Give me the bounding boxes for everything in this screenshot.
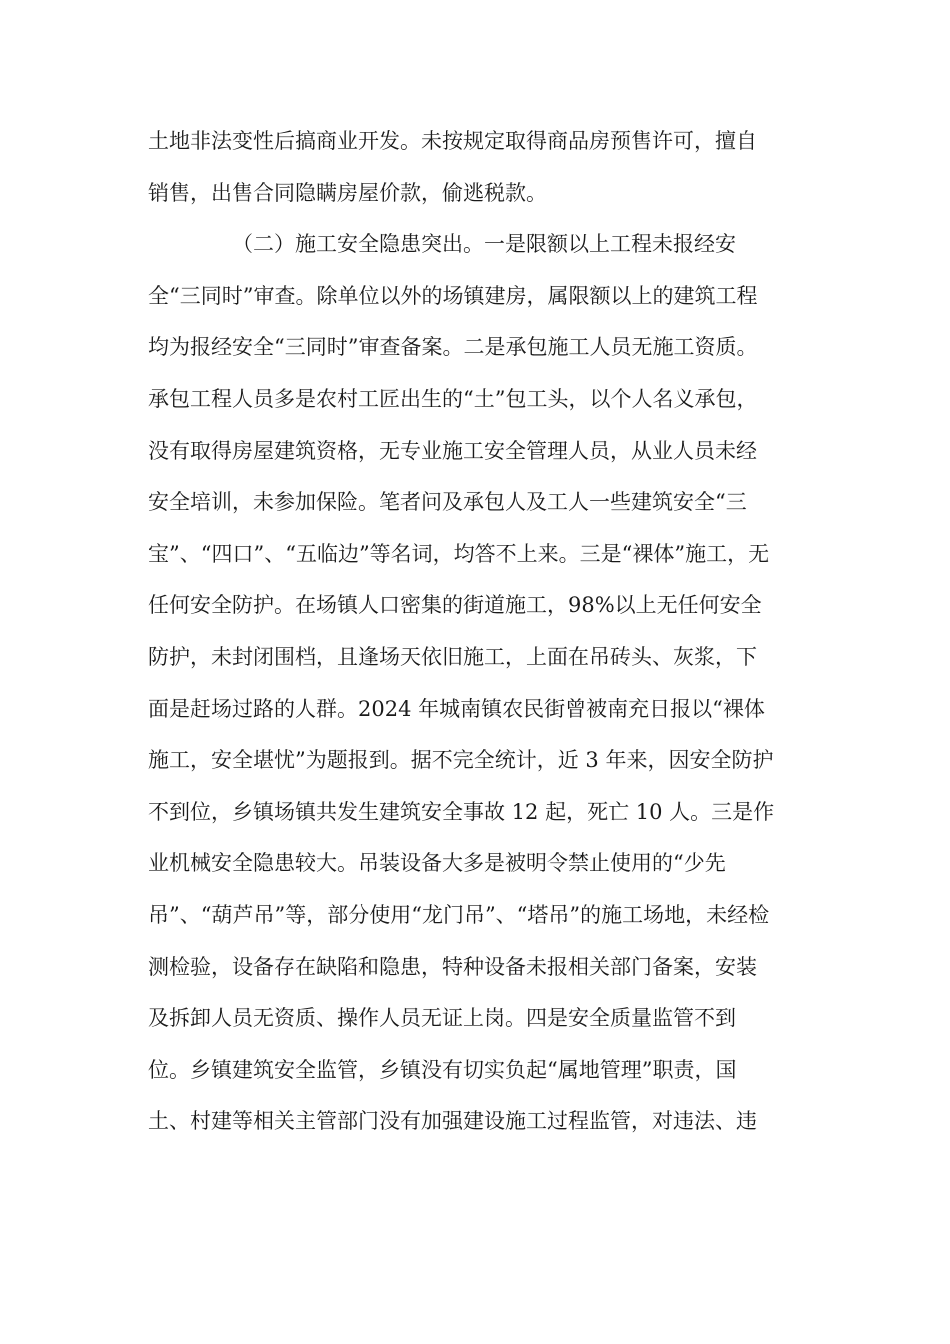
text-line-18: 及拆卸人员无资质、操作人员无证上岗。四是安全质量监管不到	[148, 1006, 736, 1031]
text-line-12: 面是赶场过路的人群。2024 年城南镇农民街曾被南充日报以“裸体	[148, 696, 765, 721]
text-line-2: 销售，出售合同隐瞒房屋价款，偷逃税款。	[148, 180, 547, 205]
text-line-5: 均为报经安全“三同时”审查备案。二是承包施工人员无施工资质。	[148, 335, 758, 360]
text-line-9: 宝”、“四口”、“五临边”等名词，均答不上来。三是“裸体”施工，无	[148, 541, 770, 566]
text-line-10: 任何安全防护。在场镇人口密集的街道施工，98%以上无任何安全	[148, 593, 762, 618]
text-line-11: 防护，未封闭围档，且逢场天依旧施工，上面在吊砖头、灰浆，下	[148, 644, 757, 669]
text-line-14: 不到位，乡镇场镇共发生建筑安全事故 12 起，死亡 10 人。三是作	[148, 799, 775, 824]
section-heading-line: （二）施工安全隐患突出。一是限额以上工程未报经安	[232, 232, 736, 257]
text-line-8: 安全培训，未参加保险。笔者问及承包人及工人一些建筑安全“三	[148, 490, 747, 515]
text-line-16: 吊”、“葫芦吊”等，部分使用“龙门吊”、“塔吊”的施工场地，未经检	[148, 902, 770, 927]
text-line-20: 土、村建等相关主管部门没有加强建设施工过程监管，对违法、违	[148, 1109, 757, 1134]
text-line-13: 施工，安全堪忧”为题报到。据不完全统计，近 3 年来，因安全防护	[148, 748, 774, 773]
text-line-19: 位。乡镇建筑安全监管，乡镇没有切实负起“属地管理”职责，国	[148, 1057, 737, 1082]
text-line-15: 业机械安全隐患较大。吊装设备大多是被明令禁止使用的“少先	[148, 851, 726, 876]
text-line-1: 土地非法变性后搞商业开发。未按规定取得商品房预售许可，擅自	[148, 129, 757, 153]
text-line-17: 测检验，设备存在缺陷和隐患，特种设备未报相关部门备案，安装	[148, 954, 757, 979]
text-line-4: 全“三同时”审查。除单位以外的场镇建房，属限额以上的建筑工程	[148, 283, 758, 308]
text-line-6: 承包工程人员多是农村工匠出生的“土”包工头，以个人名义承包，	[148, 386, 758, 411]
body-text	[148, 116, 808, 1148]
text-line-7: 没有取得房屋建筑资格，无专业施工安全管理人员，从业人员未经	[148, 438, 757, 463]
